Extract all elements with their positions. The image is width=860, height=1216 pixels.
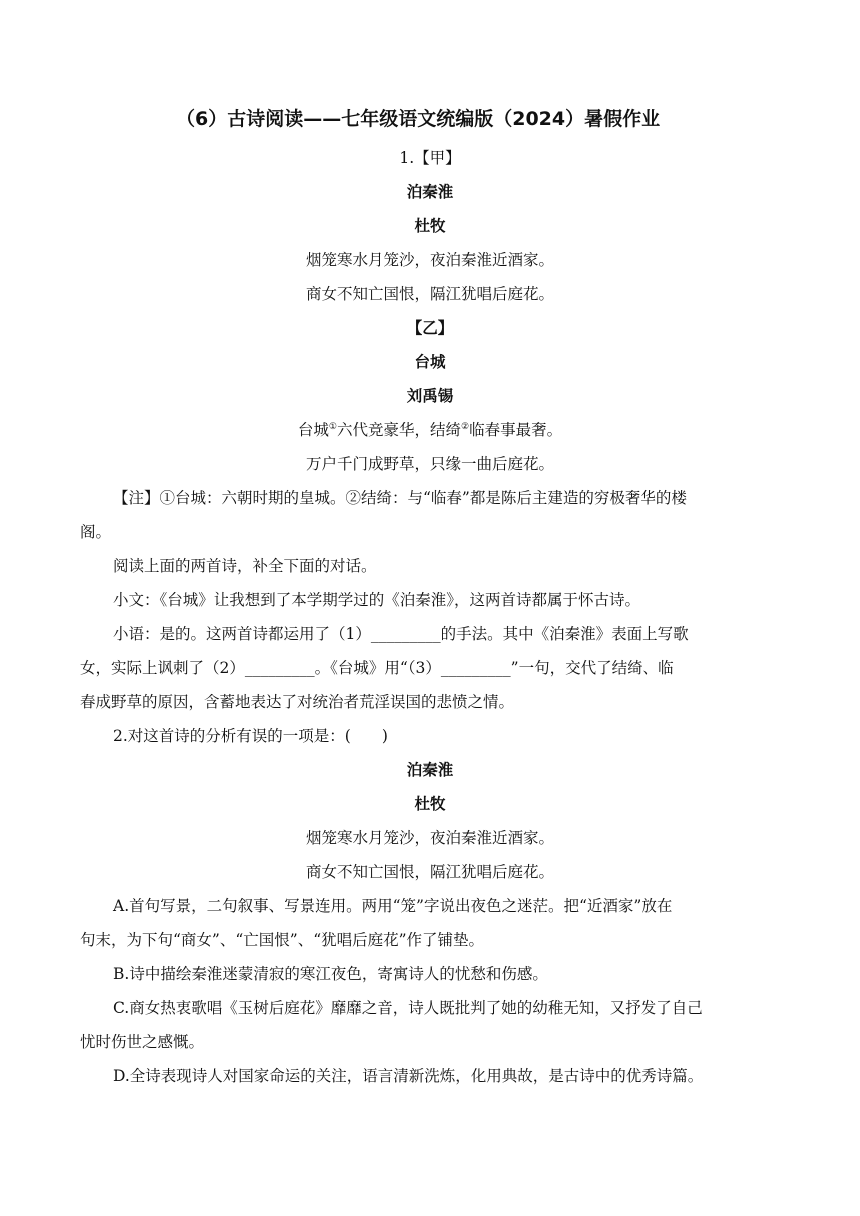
dialogue-xiaoyu-line-2: 女，实际上讽刺了（2）_________。《台城》用“（3）_________”一句，交代了结绮、临	[80, 659, 674, 677]
poem-a-title: 泊秦淮	[406, 183, 454, 201]
q2-poem-line-1: 烟笼寒水月笼沙，夜泊秦淮近酒家。	[305, 829, 554, 847]
footnote-marker-2: ②	[461, 422, 470, 432]
dialogue-xiaoyu-line-1: 小语：是的。这两首诗都运用了（1）_________的手法。其中《泊秦淮》表面上写歌	[113, 625, 689, 643]
poem-b-line-1-part-3: 临春事最奢。	[469, 421, 563, 439]
option-d: D.全诗表现诗人对国家命运的关注，语言清新洗炼，化用典故，是古诗中的优秀诗篇。	[113, 1067, 704, 1085]
q2-poem-author: 杜牧	[414, 795, 446, 813]
dialogue-xiaoyu-line-3: 春成野草的原因，含蓄地表达了对统治者荒淫误国的悲愤之情。	[80, 693, 515, 711]
page-title: （6）古诗阅读——七年级语文统编版（2024）暑假作业	[176, 108, 661, 130]
poem-a-line-2: 商女不知亡国恨，隔江犹唱后庭花。	[305, 285, 554, 303]
poem-b-line-2: 万户千门成野草，只缘一曲后庭花。	[305, 455, 554, 473]
question-1-label: 1.【甲】	[399, 149, 461, 167]
option-c-line-2: 忧时伤世之感慨。	[80, 1033, 205, 1051]
poem-b-title: 台城	[414, 353, 446, 371]
poem-a-line-1: 烟笼寒水月笼沙，夜泊秦淮近酒家。	[305, 251, 554, 269]
instruction: 阅读上面的两首诗，补全下面的对话。	[113, 557, 377, 575]
q2-poem-title: 泊秦淮	[406, 761, 454, 779]
option-a-line-1: A.首句写景，二句叙事、写景连用。两用“笼”字说出夜色之迷茫。把“近酒家”放在	[113, 897, 673, 915]
question-2-stem: 2.对这首诗的分析有误的一项是：( )	[113, 727, 388, 745]
poem-b-label: 【乙】	[406, 319, 454, 337]
note-line-2: 阁。	[80, 523, 112, 541]
poem-a-author: 杜牧	[414, 217, 446, 235]
footnote-marker-1: ①	[328, 422, 337, 432]
poem-b-line-1-part-1: 台城	[297, 421, 329, 439]
poem-b-line-1-part-2: 六代竞豪华，结绮	[336, 421, 461, 439]
dialogue-xiaowen: 小文：《台城》让我想到了本学期学过的《泊秦淮》，这两首诗都属于怀古诗。	[113, 591, 641, 609]
note-line-1: 【注】①台城：六朝时期的皇城。②结绮：与“临春”都是陈后主建造的穷极奢华的楼	[113, 489, 687, 507]
poem-b-author: 刘禹锡	[406, 387, 454, 405]
q2-poem-line-2: 商女不知亡国恨，隔江犹唱后庭花。	[305, 863, 554, 881]
option-c-line-1: C.商女热衷歌唱《玉树后庭花》靡靡之音，诗人既批判了她的幼稚无知，又抒发了自己	[113, 999, 703, 1017]
option-a-line-2: 句末，为下句“商女”、“亡国恨”、“犹唱后庭花”作了铺垫。	[80, 931, 485, 949]
poem-b-line-1	[0, 420, 860, 440]
option-b: B.诗中描绘秦淮迷蒙清寂的寒江夜色，寄寓诗人的忧愁和伤感。	[113, 965, 548, 983]
